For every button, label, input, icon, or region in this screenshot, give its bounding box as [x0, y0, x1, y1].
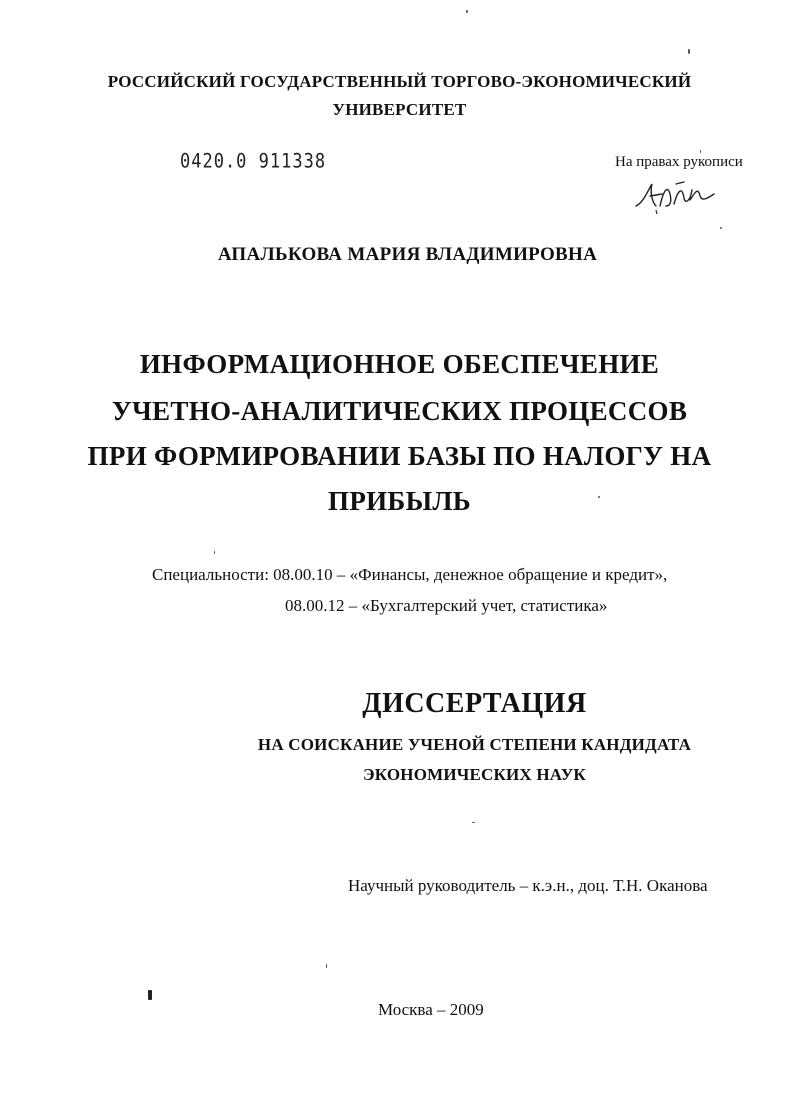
university-name-line1: РОССИЙСКИЙ ГОСУДАРСТВЕННЫЙ ТОРГОВО-ЭКОНОМИЧЕСКИЙ	[107, 72, 692, 91]
specialties-line-1: Специальности: 08.00.10 – «Финансы, денежное обращение и кредит»,	[152, 565, 668, 584]
degree-line-2: ЭКОНОМИЧЕСКИХ НАУК	[363, 765, 586, 784]
title-line-1: ИНФОРМАЦИОННОЕ ОБЕСПЕЧЕНИЕ	[139, 349, 660, 379]
signature	[630, 176, 720, 216]
university-name-line2: УНИВЕРСИТЕТ	[332, 100, 467, 119]
scientific-supervisor: Научный руководитель – к.э.н., доц. Т.Н. Оканова	[348, 876, 708, 895]
city-year: Москва – 2009	[378, 1000, 484, 1019]
library-stamp-number: 0420.0 911338	[180, 150, 327, 173]
author-name: АПАЛЬКОВА МАРИЯ ВЛАДИМИРОВНА	[217, 244, 598, 265]
dissertation-heading: ДИССЕРТАЦИЯ	[362, 688, 587, 719]
title-line-2: УЧЕТНО-АНАЛИТИЧЕСКИХ ПРОЦЕССОВ	[111, 396, 688, 426]
manuscript-rights-note: На правах рукописи	[615, 154, 743, 170]
degree-line-1: НА СОИСКАНИЕ УЧЕНОЙ СТЕПЕНИ КАНДИДАТА	[257, 735, 692, 754]
specialties-line-2: 08.00.12 – «Бухгалтерский учет, статистика»	[285, 596, 608, 615]
title-line-3: ПРИ ФОРМИРОВАНИИ БАЗЫ ПО НАЛОГУ НА	[87, 441, 712, 471]
title-line-4: ПРИБЫЛЬ	[328, 486, 471, 516]
